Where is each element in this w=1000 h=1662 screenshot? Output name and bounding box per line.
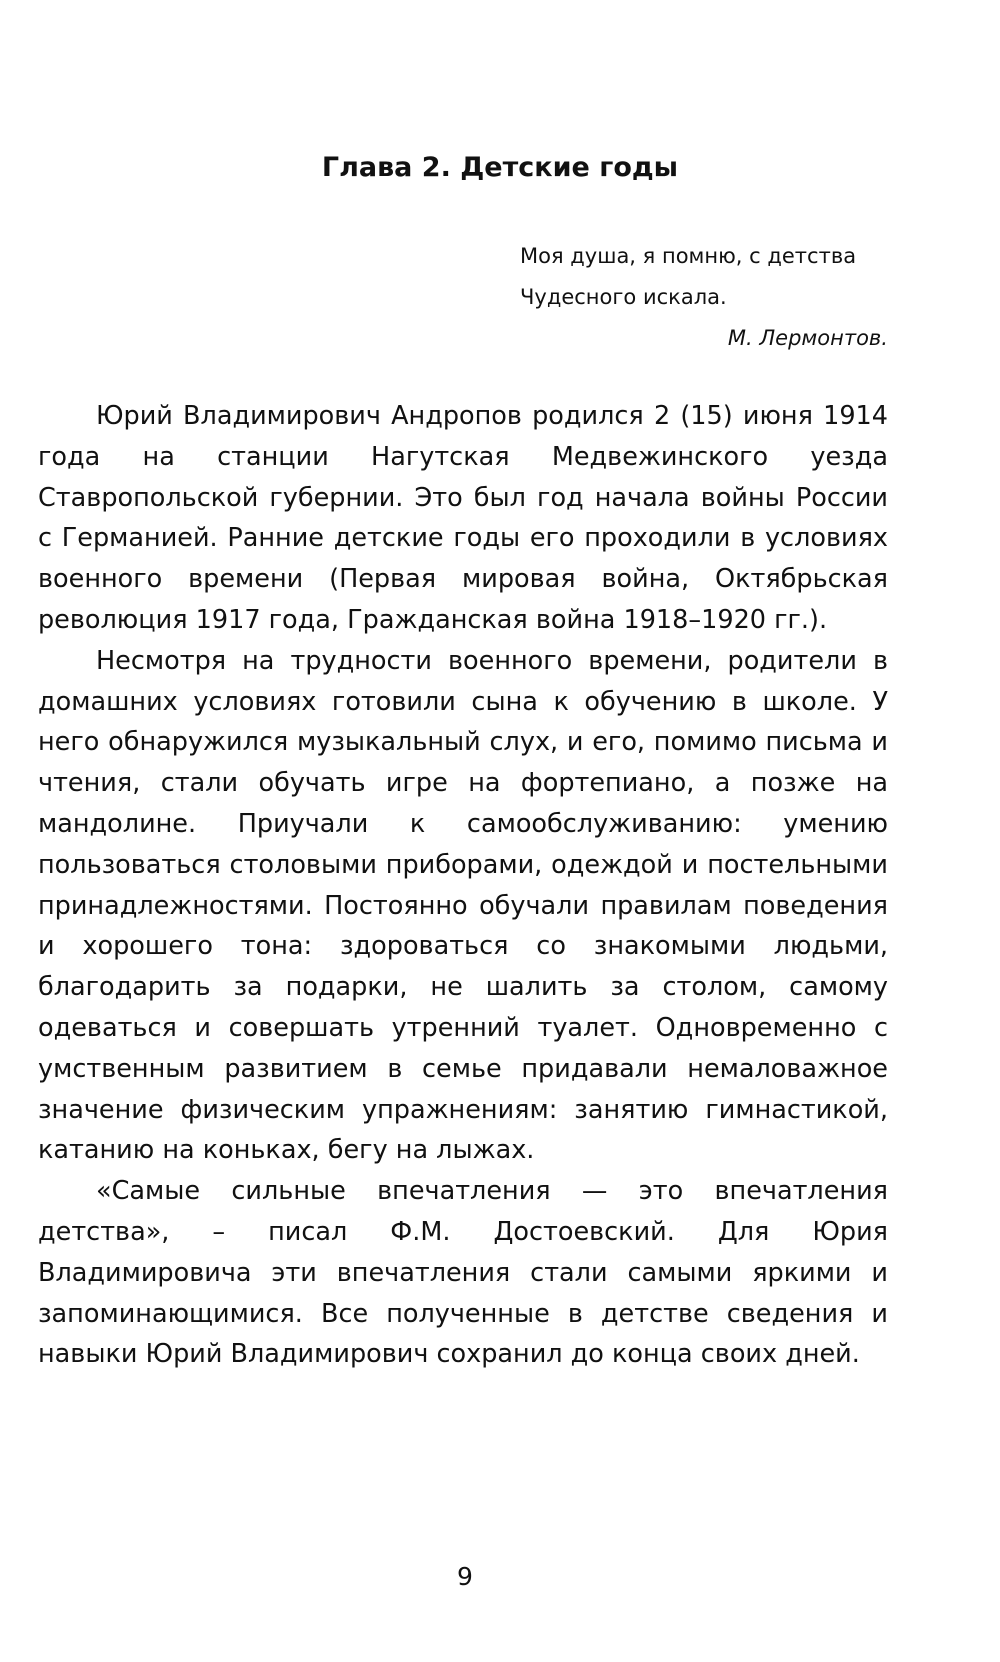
paragraph: «Самые сильные впечатления — это впечатления детства», – писал Ф.М. Достоевский. Для Юрия Владимировича эти впечатления стали самыми яркими и запоминающимися. Все полученные в детстве сведения и навыки Юрий Владимирович сохранил до конца своих дней. bbox=[38, 1176, 888, 1370]
chapter-title bbox=[0, 152, 1000, 183]
body-text bbox=[38, 396, 888, 1375]
epigraph-author: М. Лермонтов. bbox=[727, 326, 888, 350]
chapter-title-prefix: Глава 2. bbox=[321, 152, 451, 183]
paragraph: Юрий Владимирович Андропов родился 2 (15) июня 1914 года на станции Нагутская Медвежинского уезда Ставропольской губернии. Это был год начала войны России с Германией. Ранние детские годы его проходили в условиях военного времени (Первая мировая война, Октябрьская революция 1917 года, Гражданская война 1918–1920 гг.). bbox=[38, 401, 888, 635]
epigraph-line: Чудесного искала. bbox=[520, 285, 727, 309]
page-number: 9 bbox=[457, 1562, 473, 1591]
paragraph: Несмотря на трудности военного времени, родители в домашних условиях готовили сына к обучению в школе. У него обнаружился музыкальный слух, и его, помимо письма и чтения, стали обучать игре на фортепиано, а позже на мандолине. Приучали к самообслуживанию: умению пользоваться столовыми приборами, одеждой и постельными принадлежностями. Постоянно обучали правилам поведения и хорошего тона: здороваться со знакомыми людьми, благодарить за подарки, не шалить за столом, самому одеваться и совершать утренний туалет. Одновременно с умственным развитием в семье придавали немаловажное значение физическим упражнениям: занятию гимнастикой, катанию на коньках, бегу на лыжах. bbox=[38, 645, 888, 1166]
epigraph bbox=[520, 236, 888, 318]
epigraph-line: Моя душа, я помню, с детства bbox=[520, 244, 857, 268]
chapter-title-main: Детские годы bbox=[460, 152, 679, 183]
